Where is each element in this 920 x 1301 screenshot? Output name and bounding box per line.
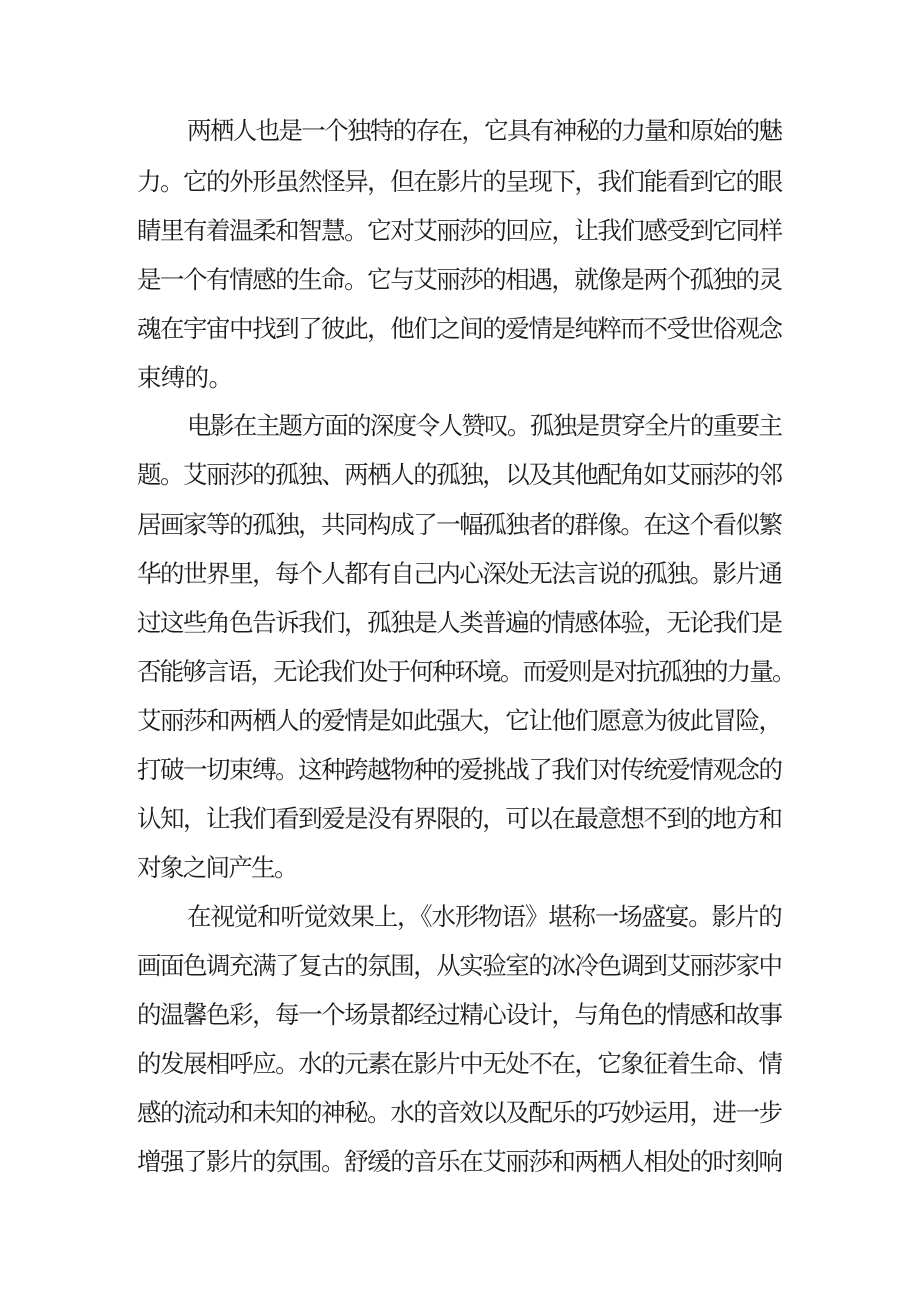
paragraph-3-line-6: 增强了影片的氛围。舒缓的音乐在艾丽莎和两栖人相处的时刻响 bbox=[137, 1147, 782, 1176]
paragraph-1-line-3: 睛里有着温柔和智慧。它对艾丽莎的回应，让我们感受到它同样 bbox=[137, 216, 782, 245]
paragraph-2-line-5: 过这些角色告诉我们，孤独是人类普遍的情感体验，无论我们是 bbox=[137, 608, 782, 637]
paragraph-2-line-10: 对象之间产生。 bbox=[137, 853, 297, 882]
paragraph-3-line-3: 的温馨色彩，每一个场景都经过精心设计，与角色的情感和故事 bbox=[137, 1000, 782, 1029]
paragraph-2-line-7: 艾丽莎和两栖人的爱情是如此强大，它让他们愿意为彼此冒险， bbox=[137, 706, 782, 735]
paragraph-1-line-5: 魂在宇宙中找到了彼此，他们之间的爱情是纯粹而不受世俗观念 bbox=[137, 314, 782, 343]
paragraph-1-line-1: 两栖人也是一个独特的存在，它具有神秘的力量和原始的魅 bbox=[187, 116, 782, 145]
paragraph-2-line-8: 打破一切束缚。这种跨越物种的爱挑战了我们对传统爱情观念的 bbox=[137, 755, 782, 784]
paragraph-2-line-2: 题。艾丽莎的孤独、两栖人的孤独，以及其他配角如艾丽莎的邻 bbox=[137, 460, 782, 489]
paragraph-2-line-3: 居画家等的孤独，共同构成了一幅孤独者的群像。在这个看似繁 bbox=[137, 510, 782, 539]
paragraph-1-line-4: 是一个有情感的生命。它与艾丽莎的相遇，就像是两个孤独的灵 bbox=[137, 265, 782, 294]
paragraph-1-line-6: 束缚的。 bbox=[137, 363, 233, 392]
paragraph-1-line-2: 力。它的外形虽然怪异，但在影片的呈现下，我们能看到它的眼 bbox=[137, 167, 782, 196]
paragraph-3-line-1: 在视觉和听觉效果上，《水形物语》堪称一场盛宴。影片的 bbox=[187, 902, 782, 931]
paragraph-3-line-4: 的发展相呼应。水的元素在影片中无处不在，它象征着生命、情 bbox=[137, 1049, 782, 1078]
paragraph-2-line-1: 电影在主题方面的深度令人赞叹。孤独是贯穿全片的重要主 bbox=[187, 411, 782, 440]
paragraph-2-line-4: 华的世界里，每个人都有自己内心深处无法言说的孤独。影片通 bbox=[137, 559, 782, 588]
paragraph-3-line-2: 画面色调充满了复古的氛围，从实验室的冰冷色调到艾丽莎家中 bbox=[137, 951, 782, 980]
paragraph-2-line-9: 认知，让我们看到爱是没有界限的，可以在最意想不到的地方和 bbox=[137, 804, 782, 833]
paragraph-3-line-5: 感的流动和未知的神秘。水的音效以及配乐的巧妙运用，进一步 bbox=[137, 1098, 782, 1127]
paragraph-2-line-6: 否能够言语，无论我们处于何种环境。而爱则是对抗孤独的力量。 bbox=[137, 657, 795, 686]
